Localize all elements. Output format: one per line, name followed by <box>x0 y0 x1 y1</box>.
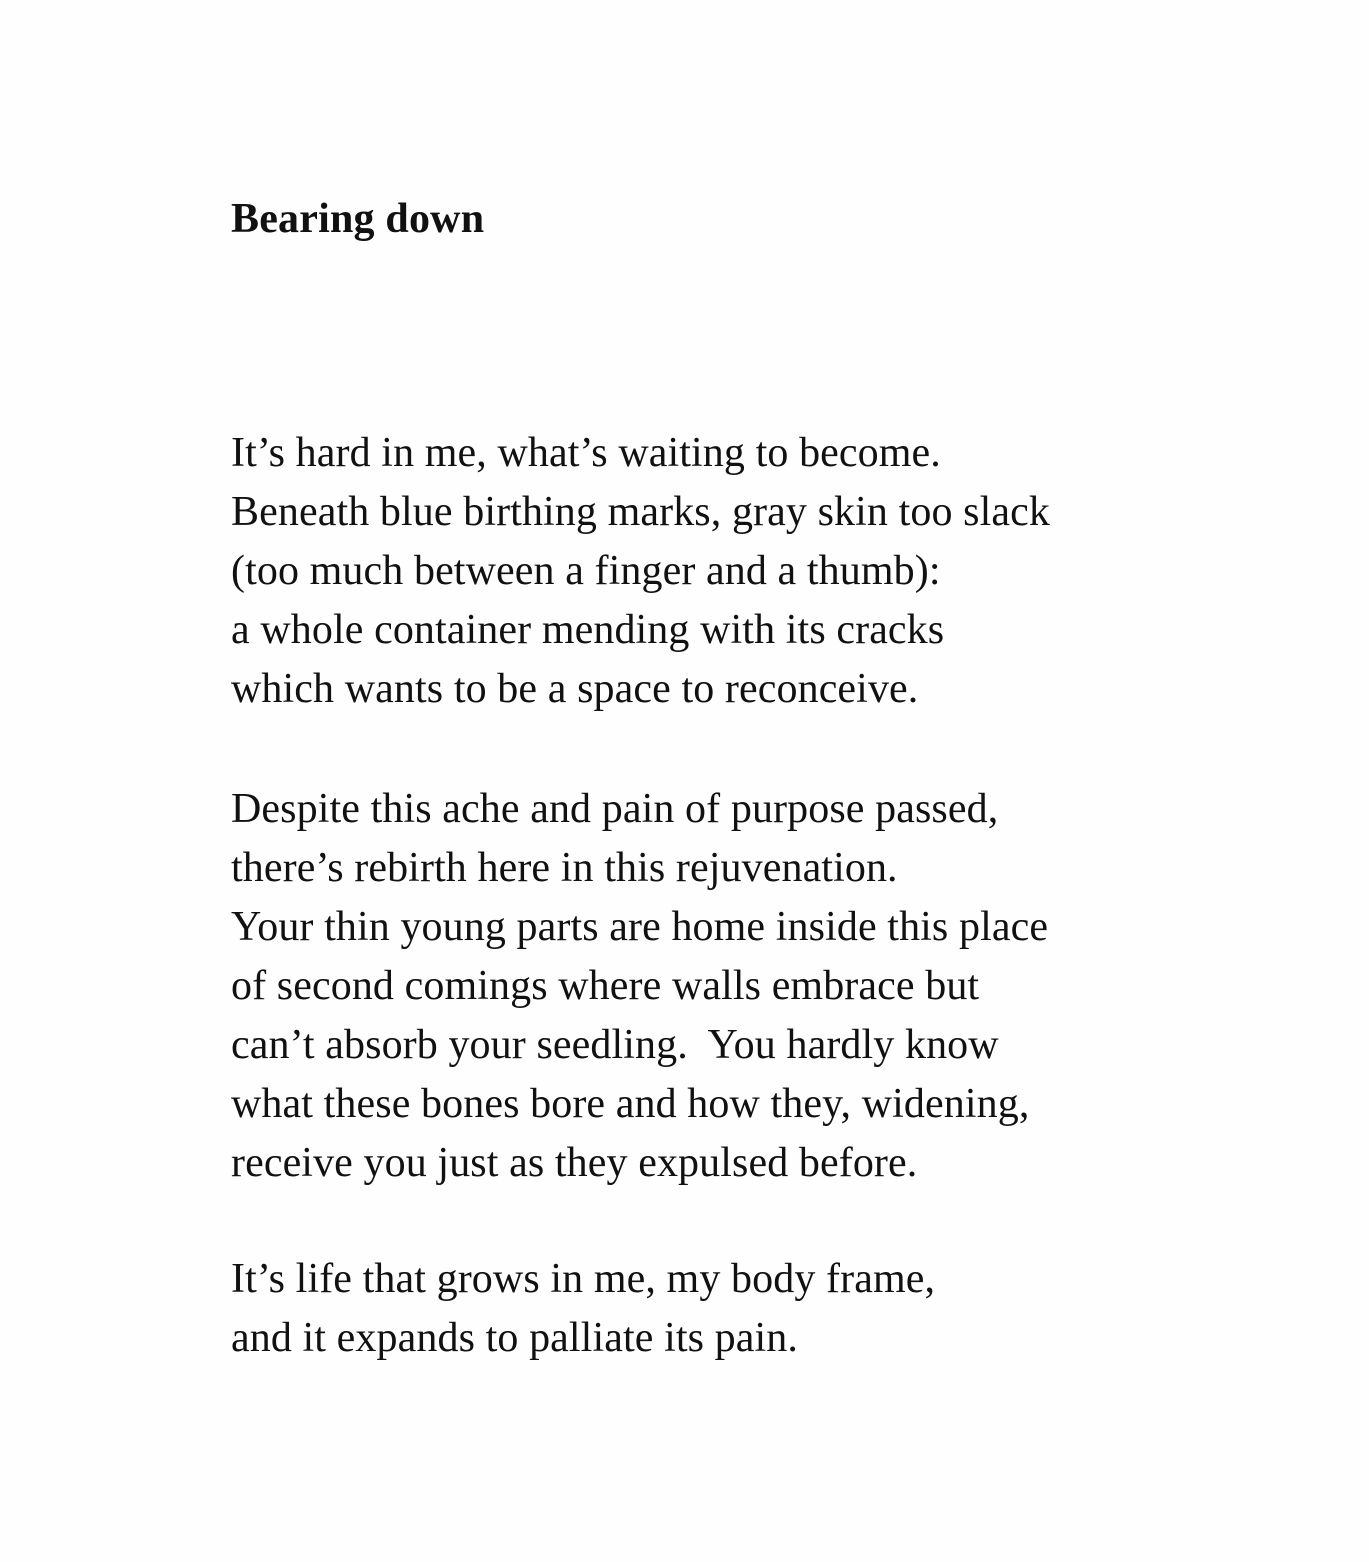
poem-line: (too much between a finger and a thumb): <box>231 548 941 594</box>
poem-line: can’t absorb your seedling. You hardly know <box>231 1022 999 1068</box>
poem-line: Despite this ache and pain of purpose passed, <box>231 786 999 832</box>
poem-line: what these bones bore and how they, widening, <box>231 1081 1030 1127</box>
poem-line: which wants to be a space to reconceive. <box>231 666 919 712</box>
poem-line: It’s hard in me, what’s waiting to become. <box>231 430 941 476</box>
poem-line: Beneath blue birthing marks, gray skin too slack <box>231 489 1050 535</box>
stanza-3 <box>231 1250 935 1368</box>
poem-line: of second comings where walls embrace but <box>231 963 980 1009</box>
stanza-1 <box>231 424 1050 719</box>
poem-line: receive you just as they expulsed before. <box>231 1140 918 1186</box>
poem-title: Bearing down <box>231 196 485 242</box>
poem-line: and it expands to palliate its pain. <box>231 1315 798 1361</box>
poem-line: Your thin young parts are home inside this place <box>231 904 1049 950</box>
poem-line: there’s rebirth here in this rejuvenation. <box>231 845 898 891</box>
stanza-2 <box>231 780 1048 1193</box>
poem-line: a whole container mending with its cracks <box>231 607 945 653</box>
poem-line: It’s life that grows in me, my body frame, <box>231 1256 936 1302</box>
